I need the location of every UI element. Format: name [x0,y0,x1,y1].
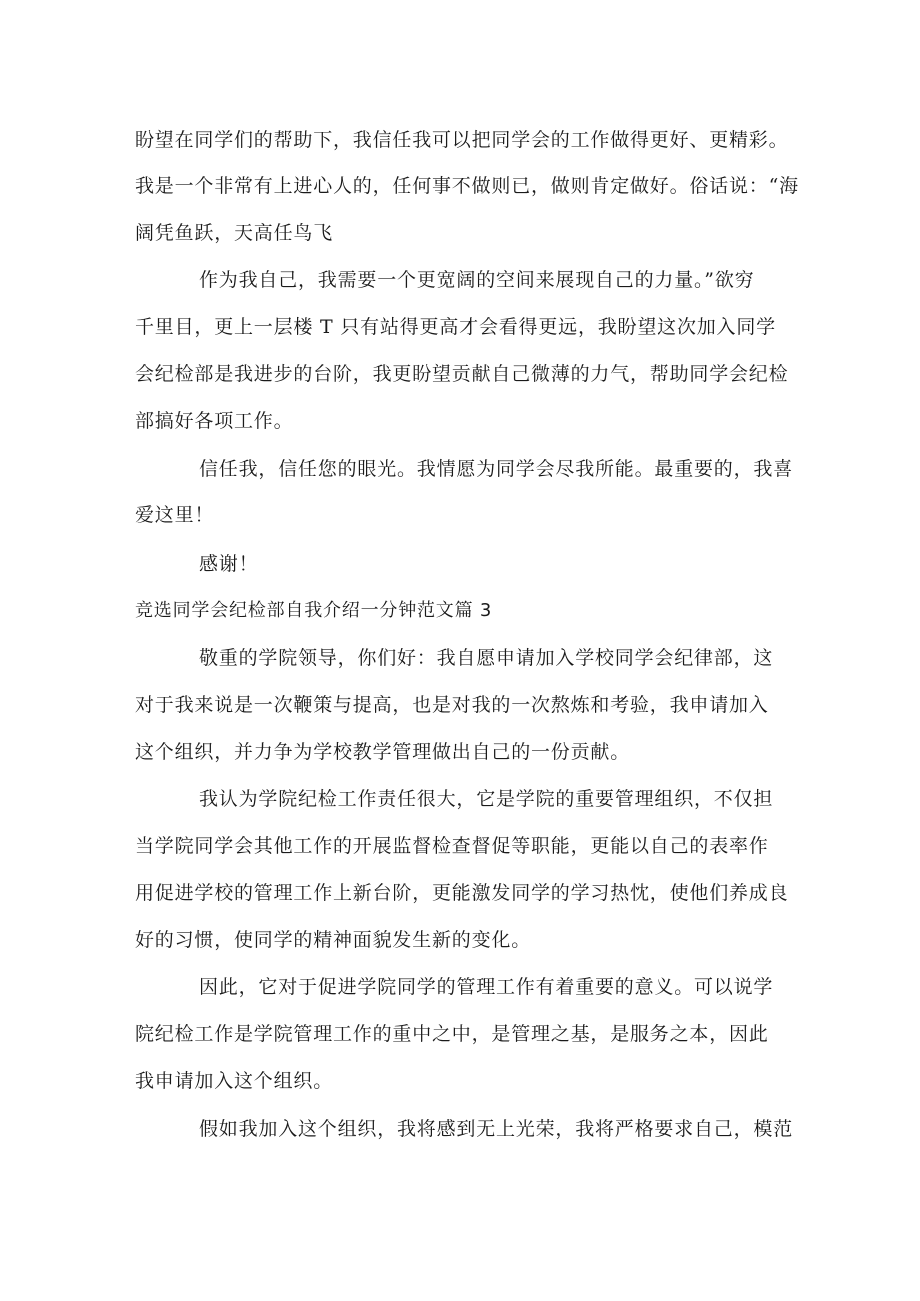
text-line: 我申请加入这个组织。 [135,1070,334,1092]
text-line: 好的习惯，使同学的精神面貌发生新的变化。 [135,929,532,951]
text-line: 作为我自己，我需要一个更宽阔的空间来展现自己的力量。”欲穷 [199,269,755,291]
text-line: 我认为学院纪检工作责任很大，它是学院的重要管理组织，不仅担 [199,788,774,810]
text-line: 爱这里！ [135,504,215,526]
text-line: 当学院同学会其他工作的开展监督检查督促等职能，更能以自己的表率作 [135,835,769,857]
section-heading: 竞选同学会纪检部自我介绍一分钟范文篇 3 [135,600,493,621]
text-line: 对于我来说是一次鞭策与提高，也是对我的一次熬炼和考验，我申请加入 [135,694,769,716]
text-line: 部搞好各项工作。 [135,410,294,432]
text-line: 千里目，更上一层楼 T 只有站得更高才会看得更远，我盼望这次加入同学 [135,316,776,338]
text-line: 因此，它对于促进学院同学的管理工作有着重要的意义。可以说学 [199,976,774,998]
text-line: 信任我，信任您的眼光。我情愿为同学会尽我所能。最重要的，我喜 [199,458,794,480]
text-line: 感谢！ [199,553,259,575]
text-line: 阔凭鱼跃，天高任鸟飞 [135,222,334,244]
text-line: 这个组织，并力争为学校教学管理做出自己的一份贡献。 [135,741,631,763]
text-line: 用促进学校的管理工作上新台阶，更能激发同学的学习热忱，使他们养成良 [135,882,789,904]
text-line: 会纪检部是我进步的台阶，我更盼望贡献自己微薄的力气，帮助同学会纪检 [135,363,789,385]
text-line: 敬重的学院领导，你们好：我自愿申请加入学校同学会纪律部，这 [199,647,774,669]
text-line: 我是一个非常有上进心人的，任何事不做则已，做则肯定做好。俗话说：“海 [135,175,799,197]
text-line: 假如我加入这个组织，我将感到无上光荣，我将严格要求自己，模范 [199,1118,794,1140]
text-line: 盼望在同学们的帮助下，我信任我可以把同学会的工作做得更好、更精彩。 [135,129,789,151]
text-line: 院纪检工作是学院管理工作的重中之中，是管理之基，是服务之本，因此 [135,1023,769,1045]
